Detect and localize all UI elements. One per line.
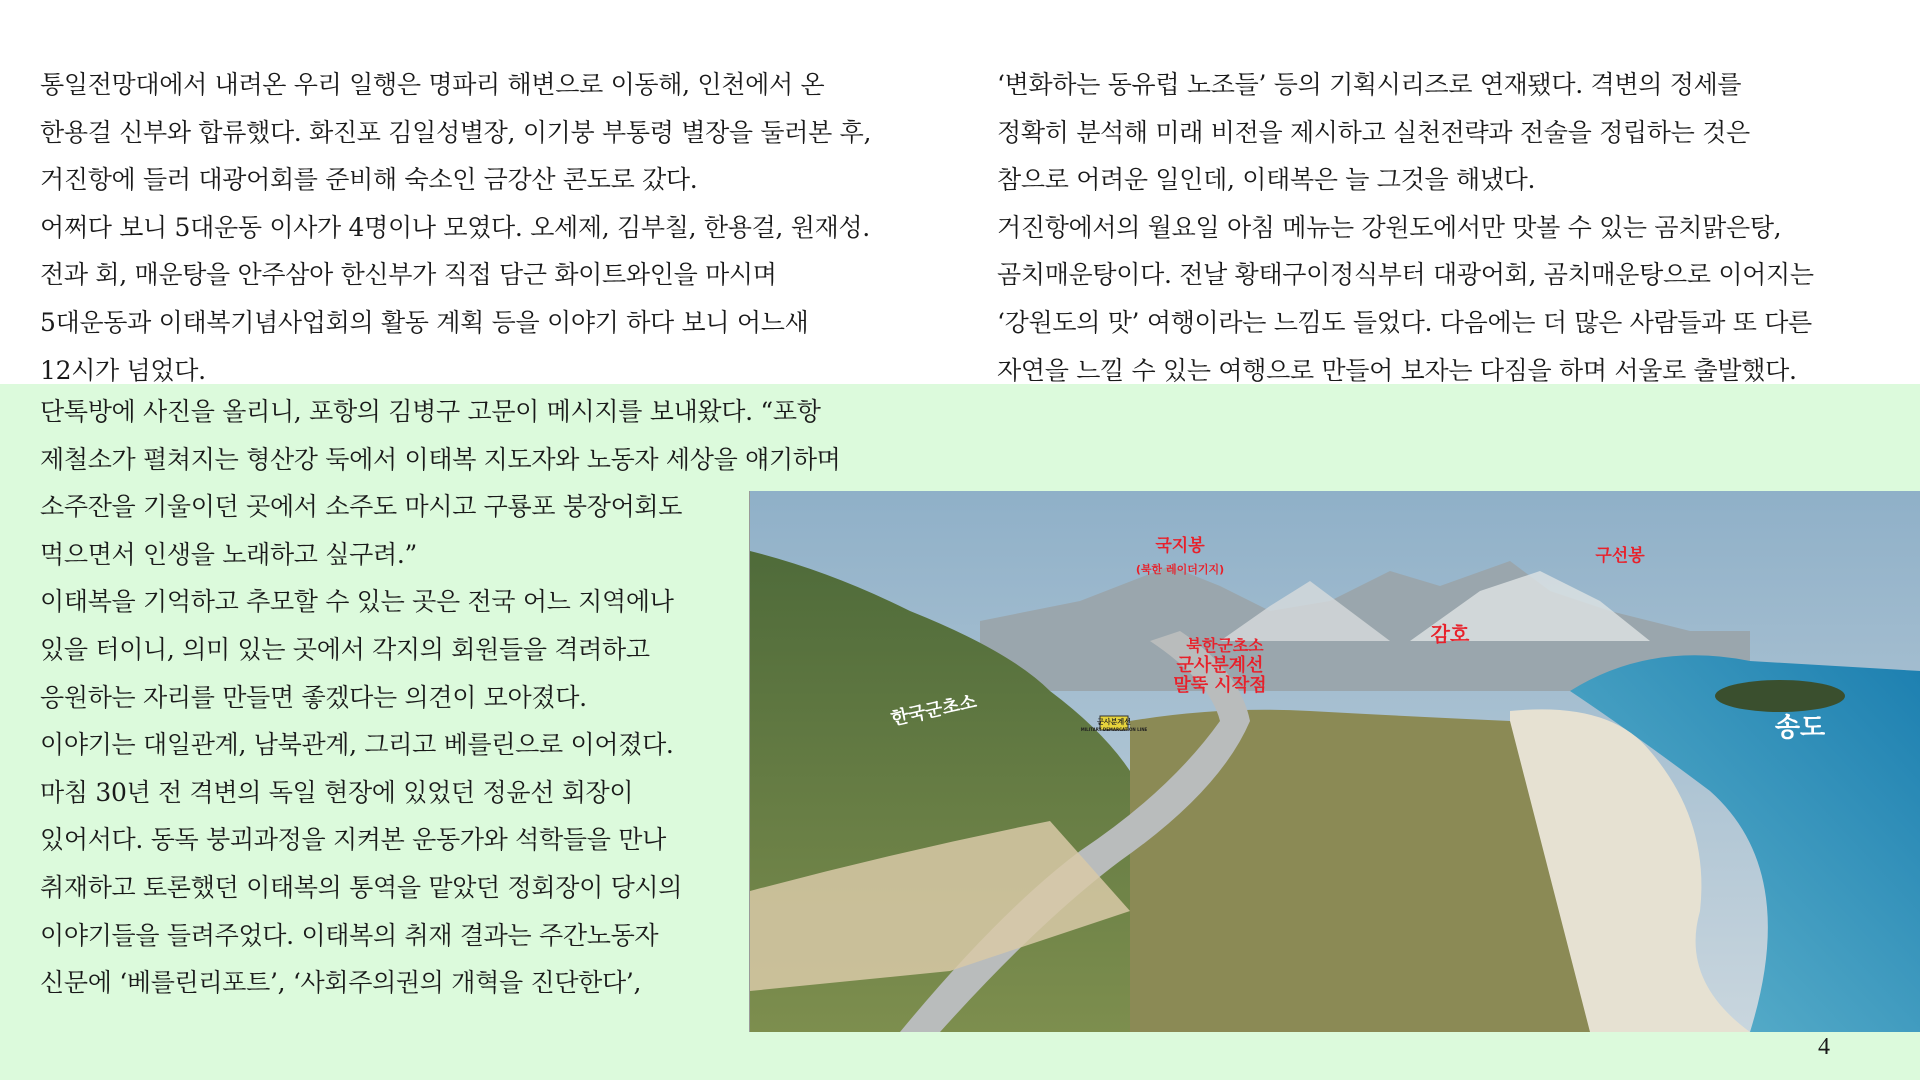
songdo-island <box>1715 680 1845 712</box>
label-gukjibong-sub: (북한 레이더기지) <box>1135 563 1225 576</box>
paragraph-line: 소주잔을 기울이던 곳에서 소주도 마시고 구룡포 붕장어회도 <box>40 492 683 522</box>
paragraph-line: 신문에 ‘베를린리포트’, ‘사회주의권의 개혁을 진단한다’, <box>40 968 642 998</box>
paragraph-line: 먹으면서 인생을 노래하고 싶구려.” <box>40 539 417 569</box>
label-mdl-sign: 군사분계선 <box>1097 718 1131 726</box>
page-number: 4 <box>1818 1034 1830 1060</box>
label-gamho: 감호 <box>1430 622 1470 646</box>
label-mdl-line2: 말뚝 시작점 <box>1173 675 1267 696</box>
label-rok-post: 한국군초소 <box>889 691 979 730</box>
paragraph-line: 전과 회, 매운탕을 안주삼아 한신부가 직접 담근 화이트와인을 마시며 <box>40 260 777 290</box>
paragraph-line: 마침 30년 전 격변의 독일 현장에 있었던 정윤선 회장이 <box>40 777 634 807</box>
photo-illustration <box>750 491 1920 1032</box>
paragraph-line: 어쩌다 보니 5대운동 이사가 4명이나 모였다. 오세제, 김부칠, 한용걸, 원재성. <box>40 212 870 242</box>
paragraph-line: 12시가 넘었다. <box>40 355 206 385</box>
paragraph-line: 곰치매운탕이다. 전날 황태구이정식부터 대광어회, 곰치매운탕으로 이어지는 <box>997 260 1814 290</box>
paragraph-line: 있을 터이니, 의미 있는 곳에서 각지의 회원들을 격려하고 <box>40 634 650 664</box>
paragraph-line: 통일전망대에서 내려온 우리 일행은 명파리 해변으로 이동해, 인천에서 온 <box>40 70 825 99</box>
paragraph-line: 이야기는 대일관계, 남북관계, 그리고 베를린으로 이어졌다. <box>40 730 674 760</box>
label-mdl-sign-sub: MILITARY DEMARCATION LINE <box>1080 727 1148 732</box>
paragraph-line: 제철소가 펼쳐지는 형산강 둑에서 이태복 지도자와 노동자 세상을 얘기하며 <box>40 444 841 474</box>
paragraph-line: 5대운동과 이태복기념사업회의 활동 계획 등을 이야기 하다 보니 어느새 <box>40 307 809 337</box>
label-songdo: 송도 <box>1774 713 1826 743</box>
paragraph-line: 한용걸 신부와 합류했다. 화진포 김일성별장, 이기붕 부통령 별장을 둘러본 후, <box>40 117 872 147</box>
paragraph-line: 있어서다. 동독 붕괴과정을 지켜본 운동가와 석학들을 만나 <box>40 825 666 855</box>
label-gukjibong: 국지봉 <box>1155 536 1205 556</box>
label-nk-post: 북한군초소 <box>1186 636 1264 655</box>
paragraph-line: 자연을 느낄 수 있는 여행으로 만들어 보자는 다짐을 하며 서울로 출발했다. <box>997 355 1797 385</box>
label-guseonbong: 구선봉 <box>1595 546 1645 566</box>
paragraph-line: 정확히 분석해 미래 비전을 제시하고 실천전략과 전술을 정립하는 것은 <box>997 117 1750 147</box>
paragraph-line: 취재하고 토론했던 이태복의 통역을 맡았던 정회장이 당시의 <box>40 872 683 902</box>
label-mdl-line1: 군사분계선 <box>1176 655 1264 676</box>
paragraph-line: 거진항에서의 월요일 아침 메뉴는 강원도에서만 맛볼 수 있는 곰치맑은탕, <box>997 212 1782 242</box>
paragraph-line: 응원하는 자리를 만들면 좋겠다는 의견이 모아졌다. <box>40 682 587 712</box>
right-top-column <box>997 61 1897 394</box>
paragraph-line: ‘변화하는 동유럽 노조들’ 등의 기획시리즈로 연재됐다. 격변의 정세를 <box>997 70 1742 99</box>
dmz-coast-photo <box>749 491 1920 1032</box>
left-top-column <box>40 61 940 394</box>
paragraph-line: 이야기들을 들려주었다. 이태복의 취재 결과는 주간노동자 <box>40 920 659 950</box>
paragraph-line: 거진항에 들러 대광어회를 준비해 숙소인 금강산 콘도로 갔다. <box>40 165 698 195</box>
paragraph-line: 이태복을 기억하고 추모할 수 있는 곳은 전국 어느 지역에나 <box>40 587 674 617</box>
paragraph-line: 참으로 어려운 일인데, 이태복은 늘 그것을 해냈다. <box>997 165 1536 195</box>
paragraph-line: ‘강원도의 맛’ 여행이라는 느낌도 들었다. 다음에는 더 많은 사람들과 또 다른 <box>997 307 1812 337</box>
paragraph-line: 단톡방에 사진을 올리니, 포항의 김병구 고문이 메시지를 보내왔다. “포항 <box>40 397 821 426</box>
